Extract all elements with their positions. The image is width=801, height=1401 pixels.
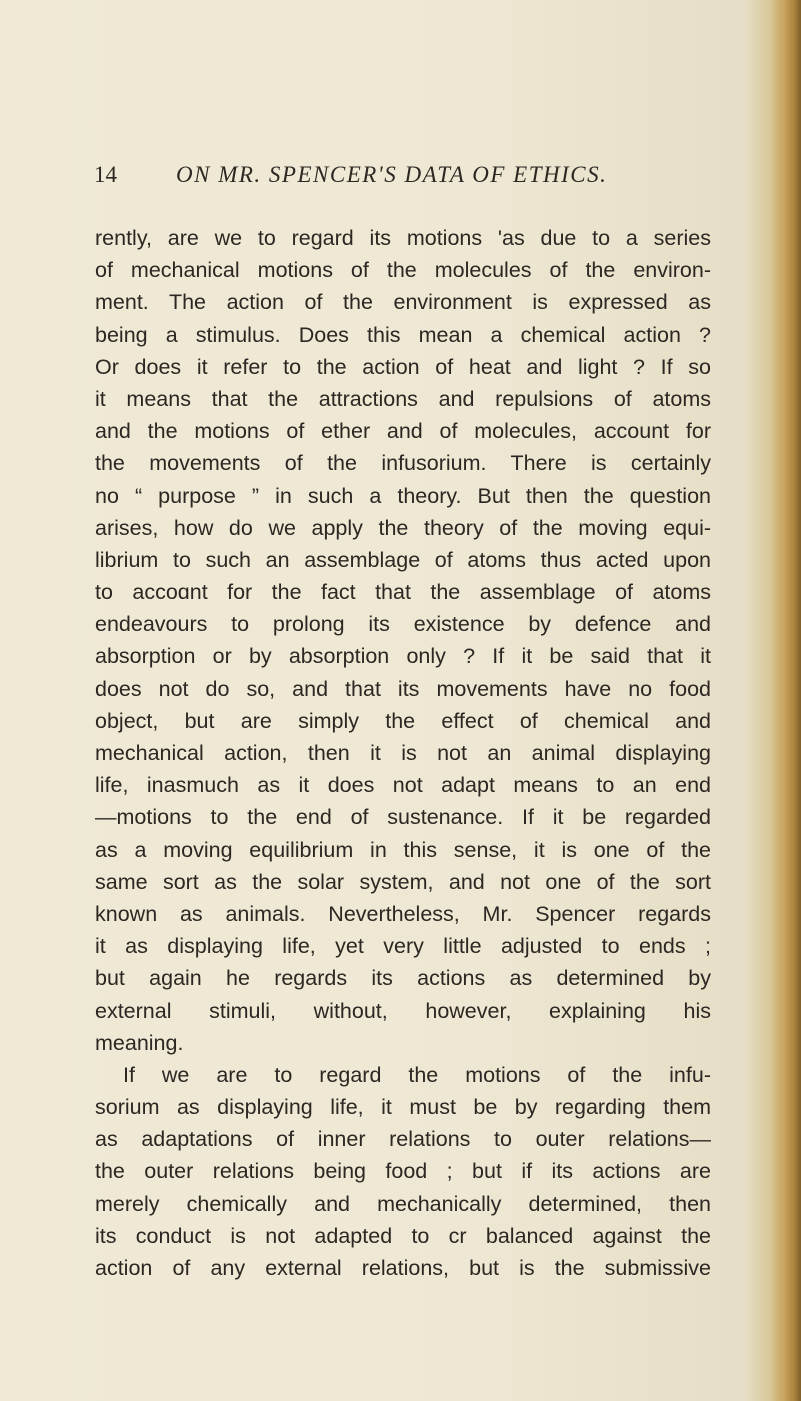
text-line: action of any external relations, but is the submissive xyxy=(95,1256,711,1280)
text-line: of mechanical motions of the molecules of the environ- xyxy=(95,258,711,283)
text-line: does not do so, and that its movements have no food xyxy=(95,676,711,701)
text-line: as adaptations of inner relations to outer relations— xyxy=(95,1127,711,1152)
text-line: its conduct is not adapted to cr balanced against the xyxy=(95,1223,711,1248)
text-line: as a moving equilibrium in this sense, it is one of the xyxy=(95,837,711,862)
page-edge-shadow xyxy=(772,0,801,1401)
text-line: If we are to regard the motions of the infu- xyxy=(123,1062,711,1087)
text-line: life, inasmuch as it does not adapt means to an end xyxy=(95,773,711,798)
paragraph xyxy=(95,1059,711,1284)
text-line: arises, how do we apply the theory of the moving equi- xyxy=(95,515,711,540)
text-line: but again he regards its actions as determined by xyxy=(95,966,711,991)
text-line: endeavours to prolong its existence by defence and xyxy=(95,612,711,637)
text-line: the outer relations being food ; but if its actions are xyxy=(95,1159,711,1184)
text-line: and the motions of ether and of molecules, account for xyxy=(95,419,711,444)
text-line: it as displaying life, yet very little adjusted to ends ; xyxy=(95,934,711,959)
text-line: absorption or by absorption only ? If it be said that it xyxy=(95,644,711,669)
text-line: object, but are simply the effect of chemical and xyxy=(95,708,711,733)
text-line: known as animals. Nevertheless, Mr. Spencer regards xyxy=(95,901,711,926)
text-line: mechanical action, then it is not an animal displaying xyxy=(95,741,711,765)
text-line: same sort as the solar system, and not one of the sort xyxy=(95,869,711,894)
text-line: —motions to the end of sustenance. If it be regarded xyxy=(95,805,711,830)
text-line: merely chemically and mechanically determined, then xyxy=(95,1191,711,1216)
paragraph xyxy=(95,222,711,1059)
text-line: the movements of the infusorium. There is certainly xyxy=(95,451,711,476)
text-line: to accoɑnt for the fact that the assemblage of atoms xyxy=(95,580,711,605)
page-number: 14 xyxy=(94,162,117,187)
text-line: librium to such an assemblage of atoms thus acted upon xyxy=(95,547,711,572)
text-line: rently, are we to regard its motions 'as due to a series xyxy=(95,226,711,250)
running-head xyxy=(94,162,714,196)
running-title: ON MR. SPENCER'S DATA OF ETHICS. xyxy=(176,162,608,187)
text-line: no “ purpose ” in such a theory. But then the question xyxy=(95,483,711,508)
text-line: it means that the attractions and repulsions of atoms xyxy=(95,386,711,411)
text-line: being a stimulus. Does this mean a chemical action ? xyxy=(95,322,711,347)
text-line: meaning. xyxy=(95,1030,184,1055)
text-line: ment. The action of the environment is expressed as xyxy=(95,290,711,315)
text-line: Or does it refer to the action of heat and light ? If so xyxy=(95,354,711,379)
text-line: sorium as displaying life, it must be by regarding them xyxy=(95,1095,711,1120)
text-line: external stimuli, without, however, explaining his xyxy=(95,998,711,1023)
body-text xyxy=(95,222,711,1284)
